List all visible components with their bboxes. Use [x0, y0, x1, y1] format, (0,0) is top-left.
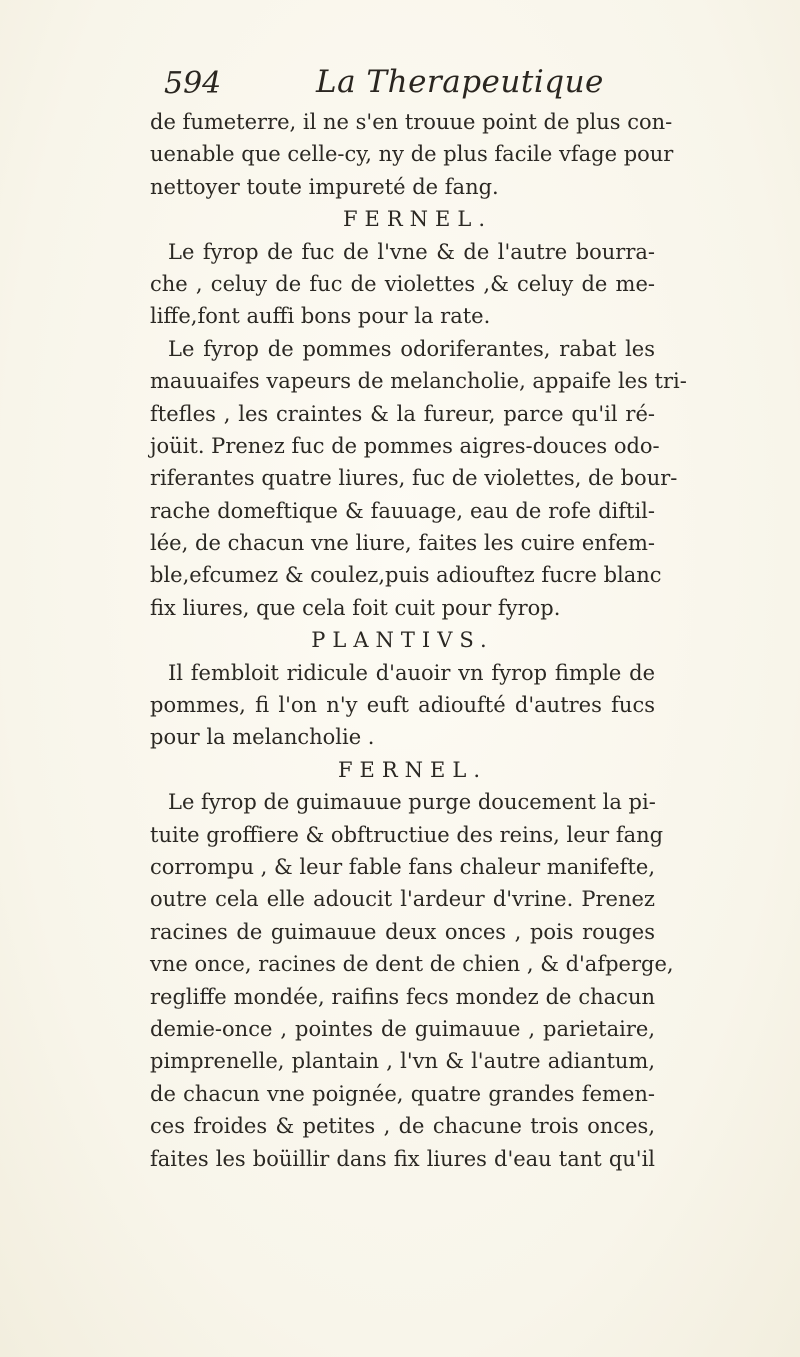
page-number: 594: [164, 66, 222, 101]
text-line: de chacun vne poignée, quatre grandes femen-: [150, 1081, 655, 1106]
section-heading: FERNEL.: [342, 207, 493, 232]
text-line: ble,efcumez & coulez,puis adiouftez fucre blanc: [150, 563, 662, 588]
text-line: ftefles , les craintes & la fureur, parce qu'il ré-: [150, 401, 655, 426]
text-line: mauuaifes vapeurs de melancholie, appaife les tri-: [150, 369, 687, 394]
page-header: [160, 62, 660, 106]
text-line: che , celuy de fuc de violettes ,& celuy de me-: [150, 271, 655, 296]
text-line: Le fyrop de guimauue purge doucement la pi-: [168, 790, 656, 815]
text-line: tuite groffiere & obftructiue des reins, leur fang: [150, 822, 664, 847]
text-line: vne once, racines de dent de chien , & d'afperge,: [150, 952, 674, 977]
text-line: ces froides & petites , de chacune trois onces,: [150, 1114, 655, 1139]
text-line: racines de guimauue deux onces , pois rouges: [150, 919, 655, 944]
text-line: outre cela elle adoucit l'ardeur d'vrine. Prenez: [150, 887, 655, 912]
body-text: [150, 106, 687, 1175]
text-line: Le fyrop de pommes odoriferantes, rabat les: [168, 336, 655, 361]
text-line: joüit. Prenez fuc de pommes aigres-douces odo-: [150, 433, 660, 458]
text-line: pour la melancholie .: [150, 725, 375, 750]
text-line: riferantes quatre liures, fuc de violettes, de bour-: [150, 466, 678, 491]
text-line: pimprenelle, plantain , l'vn & l'autre adiantum,: [150, 1049, 655, 1074]
text-line: uenable que celle-cy, ny de plus facile vfage pour: [150, 142, 674, 167]
text-line: Il fembloit ridicule d'auoir vn fyrop fimple de: [168, 660, 655, 685]
text-line: demie-once , pointes de guimauue , parietaire,: [150, 1016, 655, 1041]
text-line: pommes, fi l'on n'y euft adioufté d'autres fucs: [150, 693, 655, 718]
text-line: fix liures, que cela foit cuit pour fyrop.: [150, 595, 561, 620]
text-line: Le fyrop de fuc de l'vne & de l'autre bourra-: [168, 239, 655, 264]
text-line: regliffe mondée, raifins fecs mondez de chacun: [150, 984, 655, 1009]
text-line: corrompu , & leur fable fans chaleur manifefte,: [150, 854, 655, 879]
section-heading: PLANTIVS.: [311, 628, 494, 653]
section-heading: FERNEL.: [337, 757, 488, 782]
text-line: lée, de chacun vne liure, faites les cuire enfem-: [150, 531, 655, 556]
text-line: rache domeftique & fauuage, eau de rofe diftil-: [150, 498, 655, 523]
text-line: de fumeterre, il ne s'en trouue point de plus con-: [150, 110, 673, 134]
text-line: nettoyer toute impureté de fang.: [150, 174, 499, 199]
text-line: liffe,font auffi bons pour la rate.: [150, 304, 491, 329]
text-line: faites les boüillir dans fix liures d'eau tant qu'il: [150, 1146, 655, 1171]
running-title: La Therapeutique: [316, 64, 604, 100]
